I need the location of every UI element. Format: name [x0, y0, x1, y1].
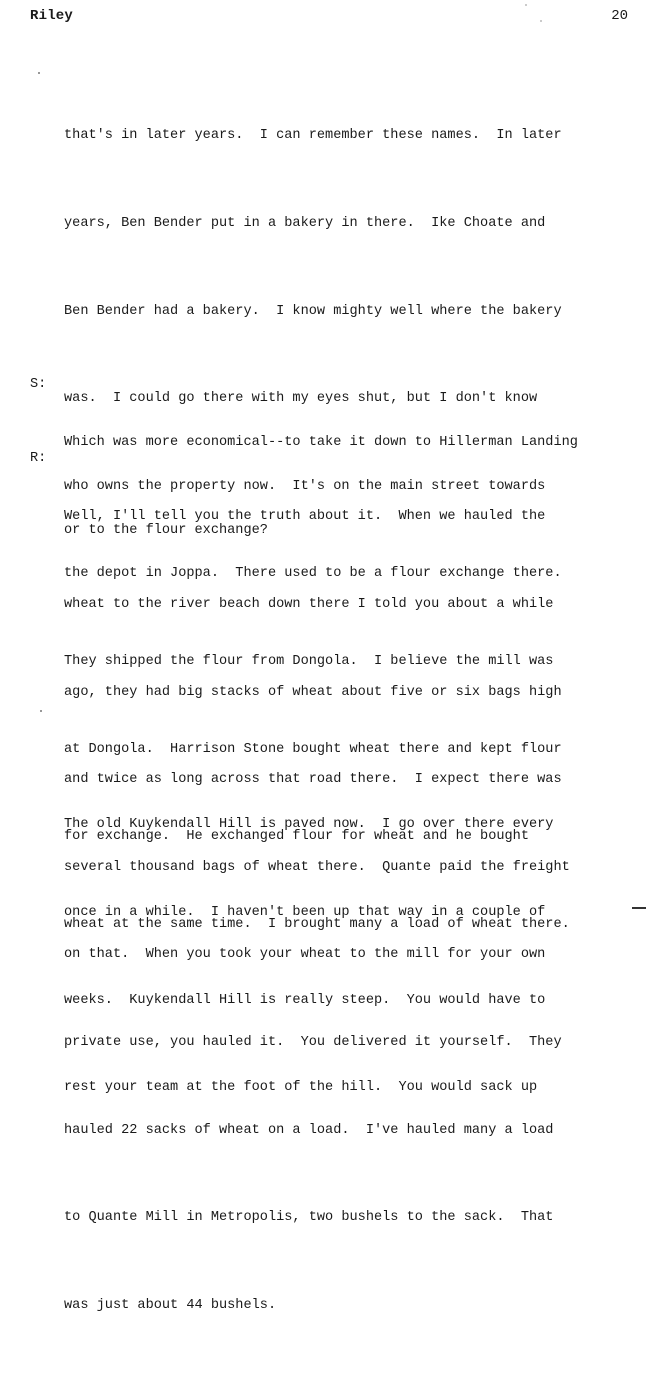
text-line: for exchange. He exchanged flour for wheat and he bought — [64, 829, 529, 845]
scan-speck — [38, 72, 40, 74]
text-line: ago, they had big stacks of wheat about five or six bags high — [64, 684, 562, 700]
text-line: weeks. Kuykendall Hill is really steep. You would have to — [64, 992, 546, 1008]
text-line: or to the flour exchange? — [64, 523, 268, 539]
text-line: rest your team at the foot of the hill. You would sack up — [64, 1080, 538, 1096]
text-line: several thousand bags of wheat there. Quante paid the freight — [64, 859, 570, 875]
scan-speck — [525, 4, 527, 6]
text-line: once in a while. I haven't been up that way in a couple of — [64, 905, 546, 921]
text-line: wheat at the same time. I brought many a load of wheat there. — [64, 916, 570, 932]
text-line: private use, you hauled it. You delivered it yourself. They — [64, 1035, 562, 1051]
text-line: at Dongola. Harrison Stone bought wheat there and kept flour — [64, 741, 562, 757]
scan-speck — [40, 710, 42, 712]
text-line: years, Ben Bender put in a bakery in there. Ike Choate and — [64, 216, 546, 232]
text-line: Ben Bender had a bakery. I know mighty well where the bakery — [64, 303, 562, 319]
text-line: Well, I'll tell you the truth about it. When we hauled the — [64, 509, 546, 525]
text-line: who owns the property now. It's on the main street towards — [64, 478, 546, 494]
text-line: was just about 44 bushels. — [64, 1297, 277, 1313]
paragraph-respondent-continued — [64, 752, 553, 1161]
text-line: They shipped the flour from Dongola. I believe the mill was — [64, 654, 554, 670]
speaker-label-s: S: — [30, 377, 47, 392]
text-line: hauled 22 sacks of wheat on a load. I've hauled many a load — [64, 1122, 554, 1138]
text-line: to Quante Mill in Metropolis, two bushels to the sack. That — [64, 1210, 554, 1226]
text-line: and twice as long across that road there. I expect there was — [64, 772, 562, 788]
speaker-label-r: R: — [30, 451, 47, 466]
text-line: on that. When you took your wheat to the mill for your own — [64, 947, 546, 963]
page-number: 20 — [611, 8, 628, 24]
text-line: that's in later years. I can remember these names. In later — [64, 128, 562, 144]
scan-speck — [540, 20, 542, 22]
text-line: The old Kuykendall Hill is paved now. I go over there every — [64, 817, 554, 833]
header-interviewee-name: Riley — [30, 8, 74, 24]
text-line: the depot in Joppa. There used to be a flour exchange there. — [64, 566, 562, 582]
scan-edge-mark — [632, 907, 646, 909]
text-line: Which was more economical--to take it down to Hillerman Landing — [64, 435, 578, 451]
text-line: was. I could go there with my eyes shut, but I don't know — [64, 391, 538, 407]
text-line: wheat to the river beach down there I told you about a while — [64, 597, 554, 613]
